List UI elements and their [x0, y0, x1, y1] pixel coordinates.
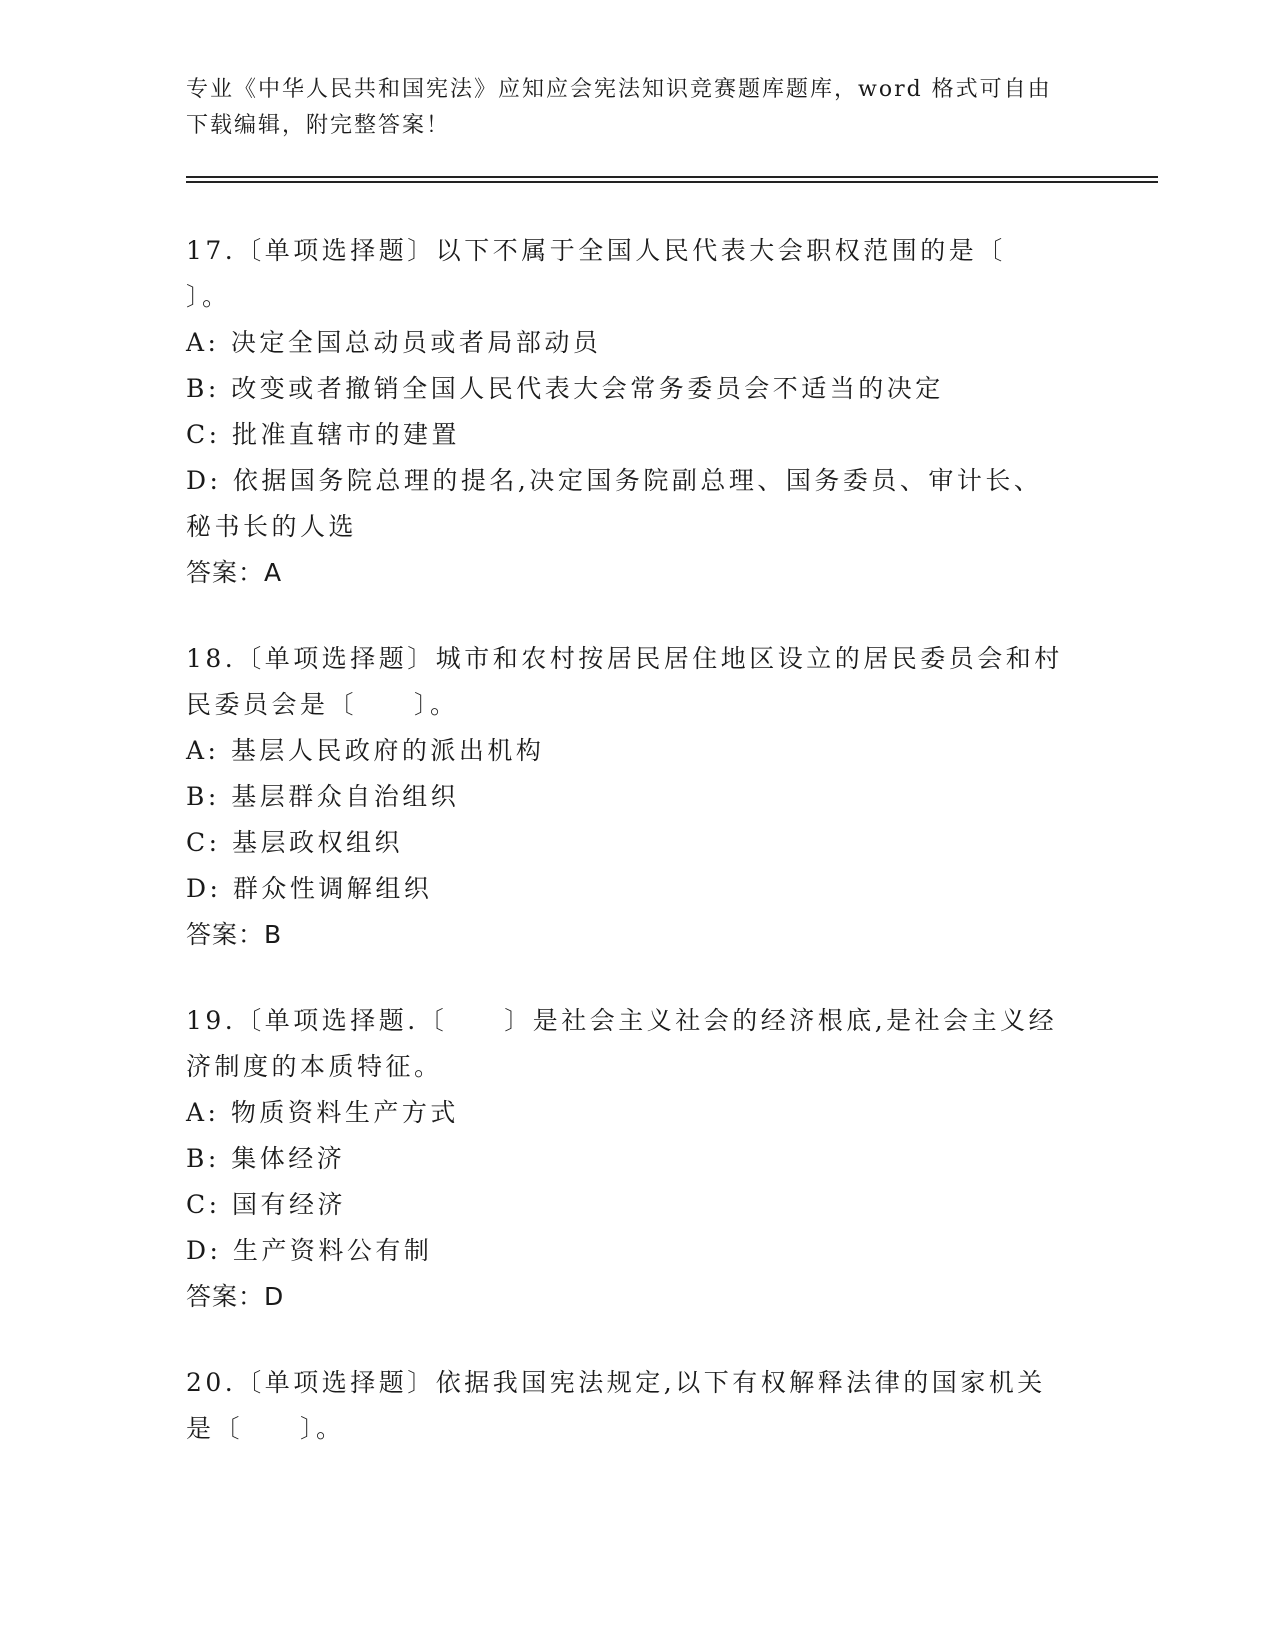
option-b: B: 基层群众自治组织 [186, 782, 460, 811]
question-20 [186, 1360, 1086, 1452]
question-19 [186, 998, 1086, 1320]
option-d-cont: 秘书长的人选 [186, 512, 358, 541]
option-a: A: 物质资料生产方式 [186, 1098, 459, 1127]
option-b: B: 集体经济 [186, 1144, 346, 1173]
question-stem-cont: 济制度的本质特征。 [186, 1052, 443, 1081]
option-c: C: 批准直辖市的建置 [186, 420, 460, 449]
header-line-1: 专业《中华人民共和国宪法》应知应会宪法知识竞赛题库题库，word 格式可自由 [186, 77, 1052, 102]
question-stem-cont: 是〔 〕。 [186, 1414, 345, 1443]
header-rule-top [186, 176, 1158, 178]
answer-label: 答案： [186, 920, 265, 949]
question-stem-cont: 〕。 [186, 282, 231, 311]
answer [186, 550, 1086, 596]
option-a: A: 基层人民政府的派出机构 [186, 736, 545, 765]
answer [186, 912, 1086, 958]
answer-value: A [264, 558, 283, 587]
option-d: D: 群众性调解组织 [186, 874, 433, 903]
header-line-2: 下载编辑，附完整答案！ [186, 113, 451, 138]
header-rule-bottom [186, 181, 1158, 183]
answer-value: D [264, 1282, 285, 1311]
answer [186, 1274, 1086, 1320]
question-stem-cont: 民委员会是〔 〕。 [186, 690, 459, 719]
option-c: C: 基层政权组织 [186, 828, 403, 857]
answer-label: 答案： [186, 1282, 265, 1311]
question-stem: 18.〔单项选择题〕城市和农村按居民居住地区设立的居民委员会和村 [186, 644, 1063, 673]
question-17 [186, 228, 1086, 596]
option-b: B: 改变或者撤销全国人民代表大会常务委员会不适当的决定 [186, 374, 944, 403]
answer-label: 答案： [186, 558, 265, 587]
option-c: C: 国有经济 [186, 1190, 346, 1219]
question-stem: 17.〔单项选择题〕以下不属于全国人民代表大会职权范围的是〔 [186, 236, 1006, 265]
answer-value: B [264, 920, 283, 949]
question-stem: 19.〔单项选择题.〔 〕是社会主义社会的经济根底,是社会主义经 [186, 1006, 1058, 1035]
option-d: D: 生产资料公有制 [186, 1236, 433, 1265]
document-header [186, 72, 1086, 144]
question-stem: 20.〔单项选择题〕依据我国宪法规定,以下有权解释法律的国家机关 [186, 1368, 1046, 1397]
question-18 [186, 636, 1086, 958]
option-a: A: 决定全国总动员或者局部动员 [186, 328, 602, 357]
option-d: D: 依据国务院总理的提名,决定国务院副总理、国务委员、审计长、 [186, 466, 1043, 495]
